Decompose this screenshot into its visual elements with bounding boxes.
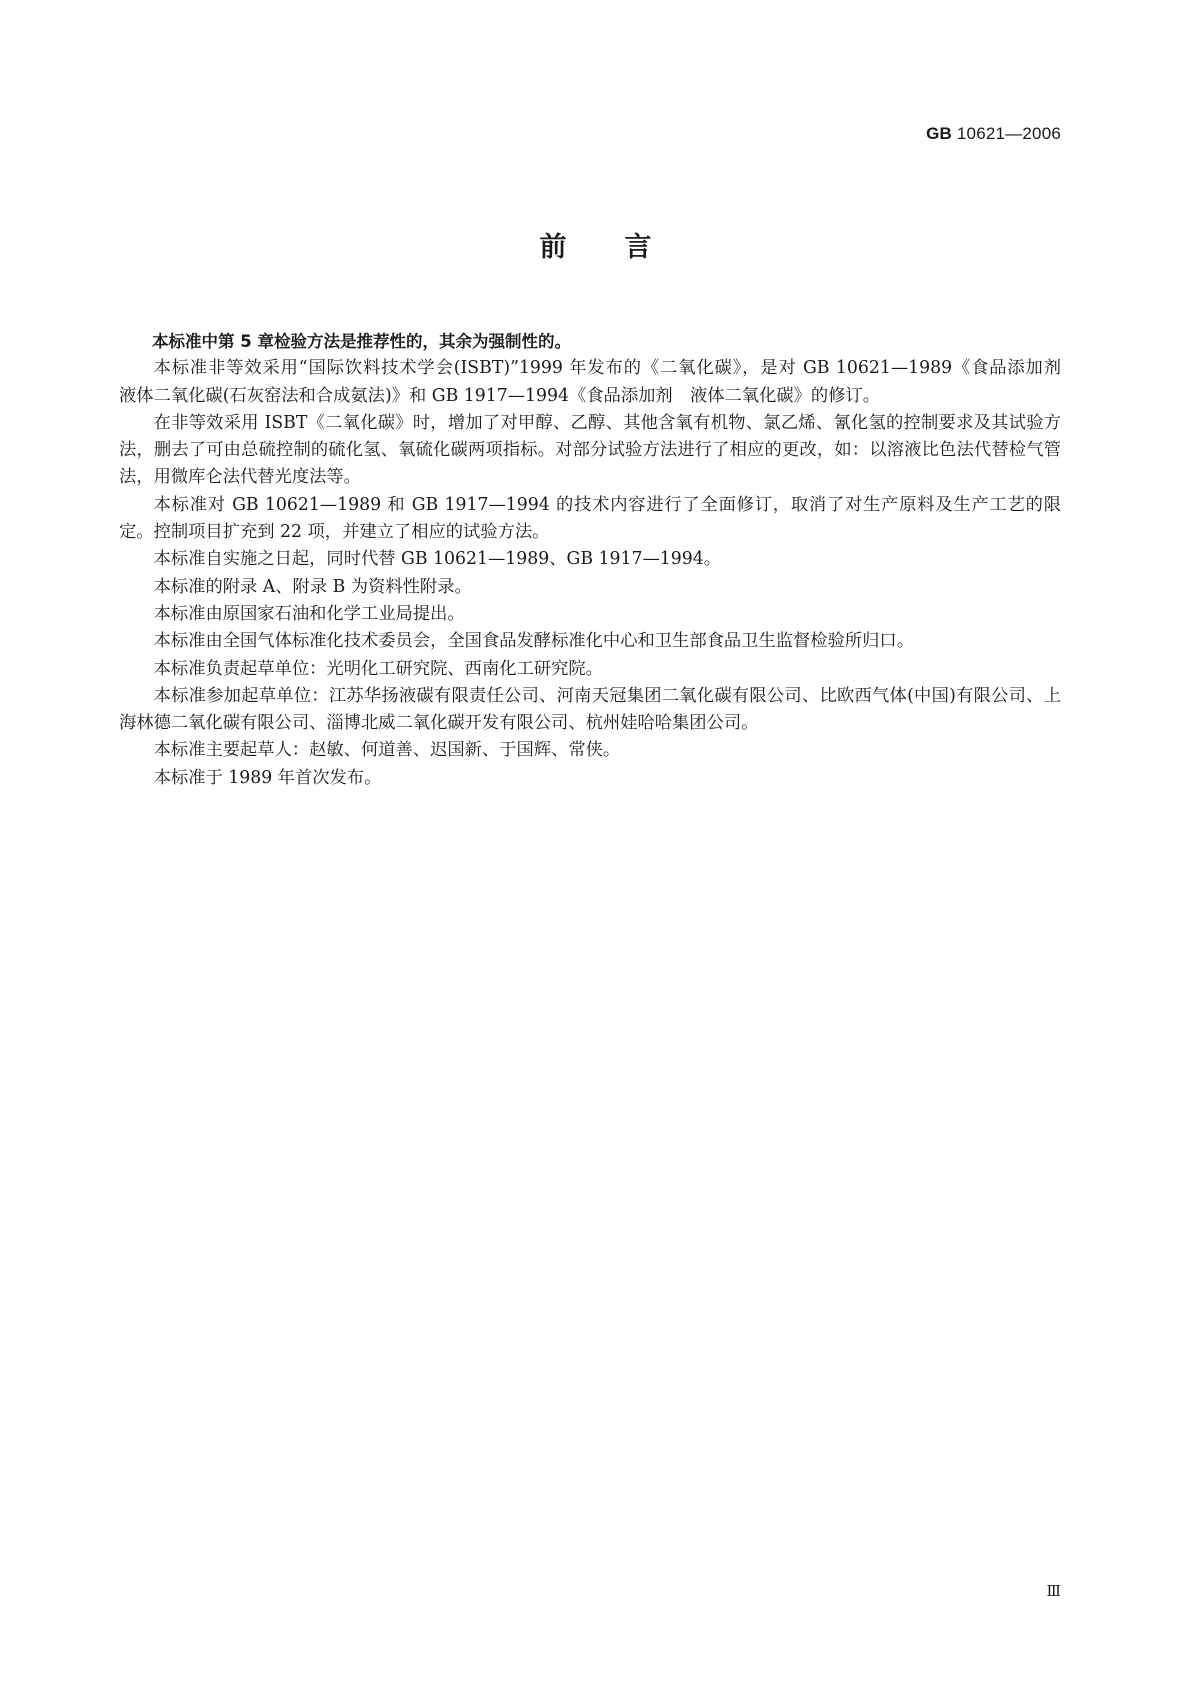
standard-prefix: GB: [926, 124, 952, 143]
paragraph: 本标准自实施之日起，同时代替 GB 10621—1989、GB 1917—1994。: [153, 549, 722, 570]
paragraph: 本标准中第 5 章检验方法是推荐性的，其余为强制性的。: [152, 332, 571, 351]
paragraph: 本标准的附录 A、附录 B 为资料性附录。: [153, 576, 472, 597]
paragraph: 本标准由全国气体标准化技术委员会，全国食品发酵标准化中心和卫生部食品卫生监督检验所归口。: [153, 631, 914, 652]
paragraph: 本标准参加起草单位：江苏华扬液碳有限责任公司、河南天冠集团二氧化碳有限公司、比欧西气体(中国)有限公司、上海林德二氧化碳有限公司、淄博北威二氧化碳开发有限公司、杭州娃哈哈集团公司。: [119, 685, 1061, 734]
paragraph: 本标准主要起草人：赵敏、何道善、迟国新、于国辉、常侠。: [153, 740, 621, 761]
paragraph: 本标准于 1989 年首次发布。: [153, 767, 382, 788]
standard-code: [926, 124, 1061, 144]
paragraph: 本标准对 GB 10621—1989 和 GB 1917—1994 的技术内容进行了全面修订，取消了对生产原料及生产工艺的限定。控制项目扩充到 22 项，并建立了相应的试验方法。: [119, 494, 1061, 543]
paragraph: 本标准由原国家石油和化学工业局提出。: [153, 603, 465, 624]
page-title: 前言: [539, 232, 710, 263]
paragraph: 在非等效采用 ISBT《二氧化碳》时，增加了对甲醇、乙醇、其他含氧有机物、氯乙烯、氰化氢的控制要求及其试验方法，删去了可由总硫控制的硫化氢、氧硫化碳两项指标。对部分试验方法进行了相应的更改，如：以溶液比色法代替检气管法，用微库仑法代替光度法等。: [119, 412, 1061, 488]
paragraph: 本标准负责起草单位：光明化工研究院、西南化工研究院。: [153, 658, 603, 679]
paragraph: 本标准非等效采用“国际饮料技术学会(ISBT)”1999 年发布的《二氧化碳》，是对 GB 10621—1989《食品添加剂 液体二氧化碳(石灰窑法和合成氨法)》和 GB 1917—1994《食品添加剂 液体二氧化碳》的修订。: [119, 358, 1079, 406]
foreword-body: [119, 328, 1079, 792]
standard-number: 10621—2006: [951, 124, 1061, 143]
page-number: Ⅲ: [1046, 1582, 1061, 1600]
